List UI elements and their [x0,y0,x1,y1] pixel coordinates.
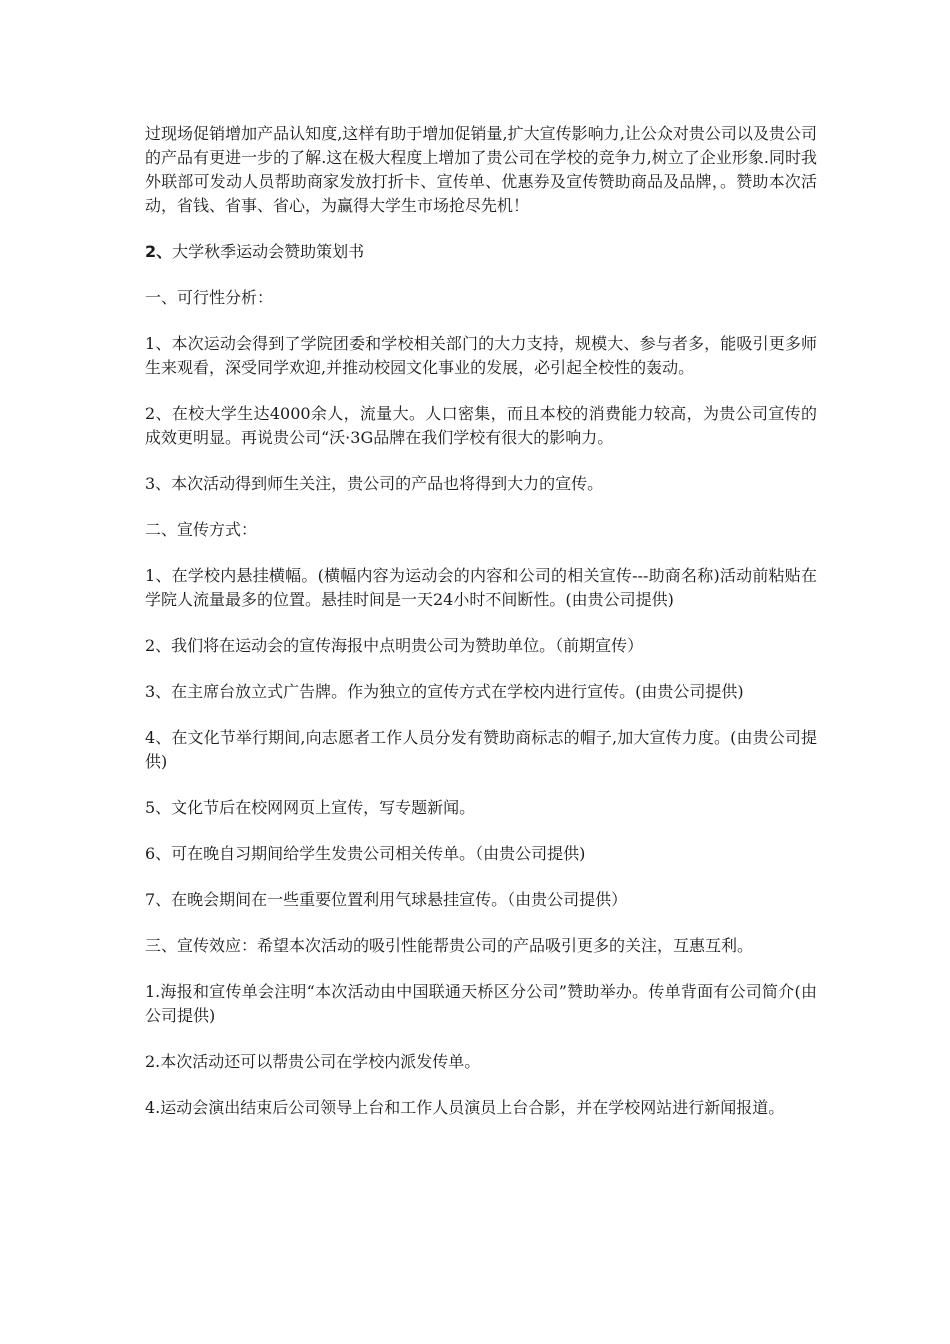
promotion-item: 5、文化节后在校网网页上宣传，写专题新闻。 [145,798,476,817]
effect-heading: 三、宣传效应：希望本次活动的吸引性能帮贵公司的产品吸引更多的关注，互惠互利。 [145,936,754,955]
feasibility-item: 2、在校大学生达4000余人，流量大。人口密集，而且本校的消费能力较高，为贵公司宣传的成效更明显。再说贵公司“沃·3G品牌在我们学校有很大的影响力。 [145,404,817,447]
promotion-heading: 二、宣传方式： [145,520,258,539]
promotion-item: 4、在文化节举行期间,向志愿者工作人员分发有赞助商标志的帽子,加大宣传力度。(由贵公司提供) [145,728,817,771]
section-number: 2、 [145,242,173,261]
feasibility-item: 1、本次运动会得到了学院团委和学校相关部门的大力支持，规模大、参与者多，能吸引更多师生来观看，深受同学欢迎,并推动校园文化事业的发展，必引起全校性的轰动。 [145,334,817,377]
intro-paragraph: 过现场促销增加产品认知度,这样有助于增加促销量,扩大宣传影响力,让公众对贵公司以及贵公司的产品有更进一步的了解.这在极大程度上增加了贵公司在学校的竞争力,树立了企业形象.同时我外联部可发动人员帮助商家发放打折卡、宣传单、优惠券及宣传赞助商品及品牌，。赞助本次活动，省钱、省事、省心，为赢得大学生市场抢尽先机！ [145,124,817,215]
feasibility-heading: 一、可行性分析： [145,288,274,307]
document-body [145,122,817,1142]
promotion-item: 6、可在晚自习期间给学生发贵公司相关传单。（由贵公司提供) [145,844,586,863]
promotion-item: 2、我们将在运动会的宣传海报中点明贵公司为赞助单位。（前期宣传） [145,636,644,655]
feasibility-item: 3、本次活动得到师生关注，贵公司的产品也将得到大力的宣传。 [145,474,604,493]
promotion-item: 1、在学校内悬挂横幅。(横幅内容为运动会的内容和公司的相关宣传---助商名称)活动前粘贴在学院人流量最多的位置。悬挂时间是一天24小时不间断性。(由贵公司提供) [145,566,817,609]
promotion-item: 3、在主席台放立式广告牌。作为独立的宣传方式在学校内进行宣传。(由贵公司提供) [145,682,744,701]
section-heading [145,240,817,264]
section-title: 大学秋季运动会赞助策划书 [172,242,365,261]
effect-item: 1.海报和宣传单会注明“本次活动由中国联通天桥区分公司”赞助举办。传单背面有公司简介(由公司提供) [145,982,817,1025]
promotion-item: 7、在晚会期间在一些重要位置利用气球悬挂宣传。（由贵公司提供） [145,890,628,909]
effect-item: 2.本次活动还可以帮贵公司在学校内派发传单。 [145,1052,481,1071]
effect-item: 4.运动会演出结束后公司领导上台和工作人员演员上台合影，并在学校网站进行新闻报道。 [145,1098,785,1117]
